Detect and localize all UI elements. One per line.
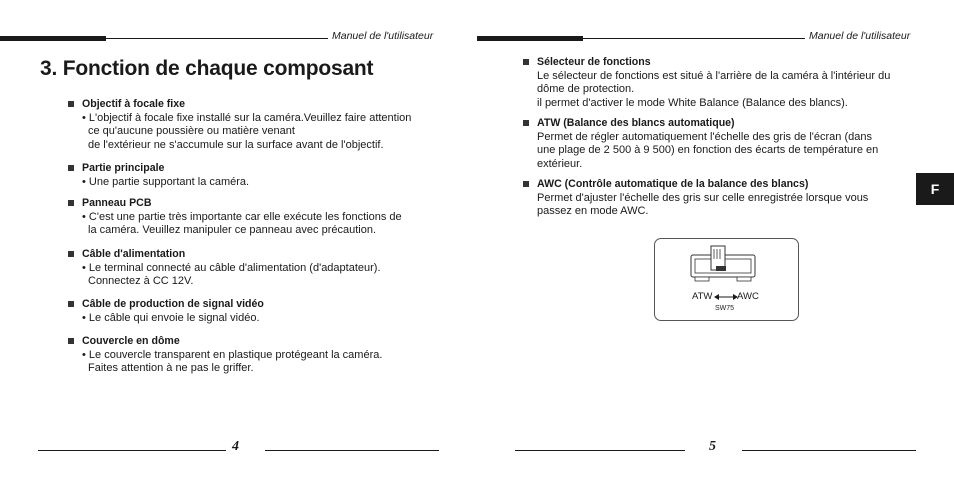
- square-bullet-icon: [523, 181, 529, 187]
- header-bar: [477, 36, 583, 41]
- page-number: 4: [232, 439, 239, 454]
- section-cable-alimentation: [82, 248, 381, 289]
- section-line: il permet d'activer le mode White Balance (Balance des blancs).: [537, 96, 848, 109]
- square-bullet-icon: [68, 251, 74, 257]
- section-line: ce qu'aucune poussière ou matière venant: [88, 125, 295, 137]
- square-bullet-icon: [68, 338, 74, 344]
- square-bullet-icon: [523, 59, 529, 65]
- section-heading: Sélecteur de fonctions: [537, 56, 651, 68]
- language-tab: F: [916, 173, 954, 205]
- section-line: • Le terminal connecté au câble d'alimentation (d'adaptateur).: [82, 261, 381, 274]
- section-atw: [537, 117, 878, 171]
- section-line: Le sélecteur de fonctions est situé à l'arrière de la caméra à l'intérieur du: [537, 69, 891, 82]
- section-line: • Le câble qui envoie le signal vidéo.: [82, 311, 260, 324]
- section-line: la caméra. Veuillez manipuler ce panneau avec précaution.: [88, 224, 377, 236]
- section-heading: Câble de production de signal vidéo: [82, 298, 264, 310]
- section-line: extérieur.: [537, 157, 583, 170]
- function-switch-diagram: [654, 238, 799, 321]
- header-rule: [583, 38, 809, 39]
- section-line: Permet de régler automatiquement l'échelle des gris de l'écran (dans: [537, 130, 872, 143]
- section-line: Faites attention à ne pas le griffer.: [88, 362, 254, 374]
- section-heading: AWC (Contrôle automatique de la balance des blancs): [537, 178, 809, 190]
- section-line: passez en mode AWC.: [537, 205, 649, 217]
- section-awc: [537, 178, 868, 219]
- header-manual-label: Manuel de l'utilisateur: [328, 30, 433, 42]
- section-line: • Une partie supportant la caméra.: [82, 175, 250, 188]
- section-line: Connectez à CC 12V.: [88, 275, 194, 287]
- section-heading: Couvercle en dôme: [82, 335, 180, 347]
- section-heading: Partie principale: [82, 162, 165, 174]
- section-heading: Objectif à focale fixe: [82, 98, 186, 110]
- section-line: une plage de 2 500 à 9 500) en fonction des écarts de température en: [537, 144, 879, 156]
- footer-rule-left: [38, 450, 226, 451]
- section-objectif: [82, 98, 411, 152]
- square-bullet-icon: [523, 120, 529, 126]
- square-bullet-icon: [68, 200, 74, 206]
- section-panneau-pcb: [82, 197, 402, 238]
- section-partie-principale: [82, 162, 249, 189]
- page-title: 3. Fonction de chaque composant: [40, 57, 374, 80]
- switch-name: SW75: [715, 305, 735, 312]
- section-cable-video: [82, 298, 264, 325]
- square-bullet-icon: [68, 301, 74, 307]
- section-line: Permet d'ajuster l'échelle des gris sur celle enregistrée lorsque vous: [537, 191, 869, 204]
- section-line: • Le couvercle transparent en plastique protégeant la caméra.: [82, 348, 383, 361]
- square-bullet-icon: [68, 165, 74, 171]
- section-line: • C'est une partie très importante car elle exécute les fonctions de: [82, 210, 402, 223]
- header-manual-label: Manuel de l'utilisateur: [805, 30, 910, 42]
- switch-label-awc: AWC: [737, 291, 759, 302]
- section-line: dôme de protection.: [537, 83, 635, 95]
- header-bar: [0, 36, 106, 41]
- footer-rule-right: [265, 450, 439, 451]
- page-number: 5: [709, 439, 716, 454]
- switch-label-atw: ATW: [692, 291, 713, 302]
- footer-rule-left: [515, 450, 685, 451]
- section-line: • L'objectif à focale fixe installé sur la caméra.Veuillez faire attention: [82, 111, 412, 124]
- square-bullet-icon: [68, 101, 74, 107]
- footer-rule-right: [742, 450, 916, 451]
- section-selecteur: [537, 56, 890, 110]
- section-heading: Panneau PCB: [82, 197, 152, 209]
- section-heading: ATW (Balance des blancs automatique): [537, 117, 735, 129]
- section-heading: Câble d'alimentation: [82, 248, 186, 260]
- header-rule: [106, 38, 334, 39]
- section-line: de l'extérieur ne s'accumule sur la surface avant de l'objectif.: [88, 138, 384, 151]
- section-couvercle-dome: [82, 335, 382, 376]
